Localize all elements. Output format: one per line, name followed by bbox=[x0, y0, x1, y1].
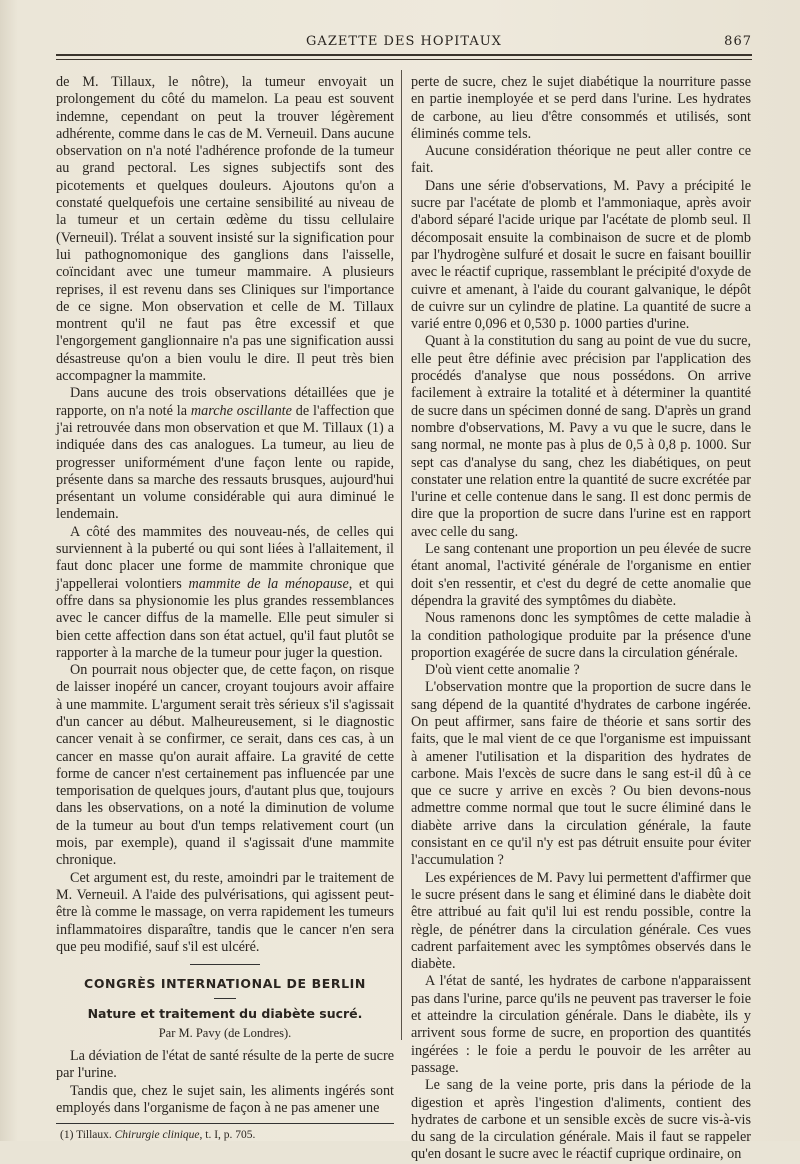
paragraph: A côté des mammites des nouveau-nés, de celles qui surviennent à la puberté ou qui sont liées à l'allaitement, il faut donc placer une forme de mammite chronique que j'appellerai volontiers mammite de la ménopause, et qui offre dans sa physionomie les plus grandes ressemblances avec le cancer diffus de la mamelle. Elle peut simuler si bien cette affection dans son état actuel, qu'il faut plutôt se rapporter à la marche de la tumeur pour juger la question. bbox=[56, 523, 394, 661]
paragraph: Aucune considération théorique ne peut aller contre ce fait. bbox=[411, 143, 751, 177]
page-header bbox=[56, 34, 752, 54]
paragraph: Nous ramenons donc les symptômes de cette maladie à la condition pathologique produite par la présence d'une proportion exagérée de sucre dans la circulation générale. bbox=[411, 610, 751, 661]
paragraph: Le sang de la veine porte, pris dans la période de la digestion et après l'ingestion d'aliments, contient des hydrates de carbone et un sensible excès de sucre vis-à-vis du sang de la circulation générale. Mais il faut se rappeler qu'en dosant le sucre avec le réactif cuprique ordinaire, on bbox=[411, 1077, 751, 1163]
article-title: Nature et traitement du diabète sucré. bbox=[87, 1006, 363, 1022]
paragraph: L'observation montre que la proportion de sucre dans le sang dépend de la quantité d'hydrates de carbone ingérée. On peut affirmer, sans faire de théorie et sans sortir des faits, que le mal vient de ce que l'organisme est impuissant à amener l'utilisation et la disparition des hydrates de carbone. Mais l'excès de sucre dans le sang est-il dû à ce que ce sucre y arrive en excès ? Ou bien devons-nous admettre comme normal que tout le sucre éliminé dans le diabète arrive dans la circulation générale, la faute consistant en ce qu'il n'y est pas détruit ensuite pour éviter l'accumulation ? bbox=[411, 679, 751, 869]
paragraph: Dans une série d'observations, M. Pavy a précipité le sucre par l'acétate de plomb et l'ammoniaque, après avoir d'abord séparé l'acide urique par l'acétate de plomb seul. Il décomposait ensuite la combinaison de sucre et de plomb par l'hydrogène sulfuré et dosait le sucre en faisant bouillir avec le réactif cuprique, rassemblant le précipité d'oxyde de cuivre et amenant, à l'aide du courant galvanique, le dépôt de cuivre sur un cylindre de platine. La quantité de sucre a varié entre 0,096 et 0,530 p. 1000 parties d'urine. bbox=[411, 177, 751, 333]
article-byline: Par M. Pavy (de Londres). bbox=[158, 1025, 292, 1040]
title-separator bbox=[214, 998, 236, 999]
page-number: 867 bbox=[724, 34, 752, 49]
paragraph: Les expériences de M. Pavy lui permettent d'affirmer que le sucre présent dans le sang et éliminé dans le diabète doit être attribué au fait qu'il lui est rendu possible, contre la règle, de pénétrer dans la circulation générale. Ces vues cadrent parfaitement avec les symptômes observés dans le diabète. bbox=[411, 869, 751, 973]
right-column bbox=[411, 74, 751, 1164]
left-column bbox=[56, 74, 394, 1142]
journal-title: GAZETTE DES HOPITAUX bbox=[306, 34, 502, 49]
header-rule-thick bbox=[56, 54, 752, 56]
paragraph: Quant à la constitution du sang au point de vue du sucre, elle peut être définie avec précision par l'application des procédés d'analyse que nous possédons. On arrive facilement à extraire la totalité et à déterminer la quantité de sucre dans un spécimen donné de sang. D'après un grand nombre d'observations, M. Pavy a vu que le sucre, dans le sang normal, ne monte pas à plus de 0,5 à 0,8 p. 1000. Sur sept cas d'analyse du sang, chez les diabétiques, on peut constater une relation entre la quantité de sucre excrétée par l'urine et celle contenue dans le sang. Il est donc permis de dire que la proportion de sucre dans l'urine est en rapport avec celle du sang. bbox=[411, 333, 751, 540]
paragraph: Cet argument est, du reste, amoindri par le traitement de M. Verneuil. A l'aide des pulvérisations, qui agissent peut-être là comme le massage, on verra rapidement les tumeurs inflammatoires disparaître, tandis que le cancer n'en sera que peu modifié, sauf s'il est ulcéré. bbox=[56, 869, 394, 955]
column-divider bbox=[401, 70, 402, 1040]
paragraph: La déviation de l'état de santé résulte de la perte de sucre par l'urine. bbox=[56, 1048, 394, 1082]
paragraph: On pourrait nous objecter que, de cette façon, on risque de laisser inopéré un cancer, croyant toujours avoir affaire à une mammite. L'argument serait très sérieux s'il s'agissait d'un cancer au début. Malheureusement, si le diagnostic cancer venait à se confirmer, ce serait, dans ces cas, à un cancer en masse qu'on aurait affaire. La gravité de cette forme de cancer n'est certainement pas influencée par une temporisation de quelques jours, d'autant plus que, toujours dans les observations, on a noté la diminution de volume de la tumeur au bout d'un temps relativement court (un mois, par exemple), quand il s'agissait d'une mammite chronique. bbox=[56, 662, 394, 869]
paragraph: Dans aucune des trois observations détaillées que je rapporte, on n'a noté la marche oscillante de l'affection que j'ai retrouvée dans mon observation et que M. Tillaux (1) a indiquée dans des cas analogues. La tumeur, au lieu de progresser uniformément d'une façon lente ou rapide, présente dans sa marche des ressauts brusques, aujourd'hui présentant un volume considérable qui aura diminué le lendemain. bbox=[56, 385, 395, 523]
section-title: CONGRÈS INTERNATIONAL DE BERLIN bbox=[84, 976, 366, 992]
emphasis: marche oscillante bbox=[190, 402, 292, 419]
emphasis: mammite de la ménopause bbox=[188, 575, 349, 592]
paragraph: Tandis que, chez le sujet sain, les aliments ingérés sont employés dans l'organisme de façon à ne pas amener une bbox=[56, 1082, 394, 1116]
paragraph: de M. Tillaux, le nôtre), la tumeur envoyait un prolongement du côté du mamelon. La peau est souvent indemne, cependant on peut la trouver légèrement adhérente, comme dans le cas de M. Verneuil. Dans aucune observation on n'a noté l'adhérence profonde de la tumeur au grand pectoral. Les signes subjectifs sont des picotements et quelques douleurs. Ajoutons qu'on a constaté quelquefois une certaine sensibilité au niveau de la tumeur et un certain œdème du tissu cellulaire (Verneuil). Trélat a souvent insisté sur la signification pour lui pathognomonique des ganglions dans l'aisselle, coïncidant avec une tumeur mammaire. A plusieurs reprises, il est revenu dans ses Cliniques sur l'importance de ce signe. Mon observation et celle de M. Tillaux montrent qu'il ne faut pas être excessif et que l'engorgement ganglionnaire n'a pas une signification aussi désastreuse qu'on a bien voulu le dire. Il peut très bien accompagner la mammite. bbox=[56, 74, 394, 385]
paragraph: Le sang contenant une proportion un peu élevée de sucre étant anomal, l'activité générale de l'organisme en entier doit s'en ressentir, et c'est du degré de cette anomalie que dépendra la gravité des symptômes du diabète. bbox=[411, 541, 751, 609]
paragraph: perte de sucre, chez le sujet diabétique la nourriture passe en partie inemployée et se perd dans l'urine. Les hydrates de carbone, au lieu d'être consommés et utilisés, sont éliminés comme tels. bbox=[411, 74, 751, 142]
section-separator bbox=[190, 964, 260, 965]
footnote: (1) Tillaux. Chirurgie clinique, t. I, p. 705. bbox=[60, 1129, 256, 1142]
paragraph: A l'état de santé, les hydrates de carbone n'apparaissent pas dans l'urine, parce qu'ils ne peuvent pas traverser le foie et atteindre la circulation générale. Dans le diabète, ils y arrivent sous forme de sucre, en proportion des quantités ingérées : le foie a perdu le pouvoir de les arrêter au passage. bbox=[411, 973, 751, 1076]
footnote-rule bbox=[56, 1123, 394, 1124]
paragraph: D'où vient cette anomalie ? bbox=[425, 662, 580, 679]
header-rule-thin bbox=[56, 59, 752, 60]
